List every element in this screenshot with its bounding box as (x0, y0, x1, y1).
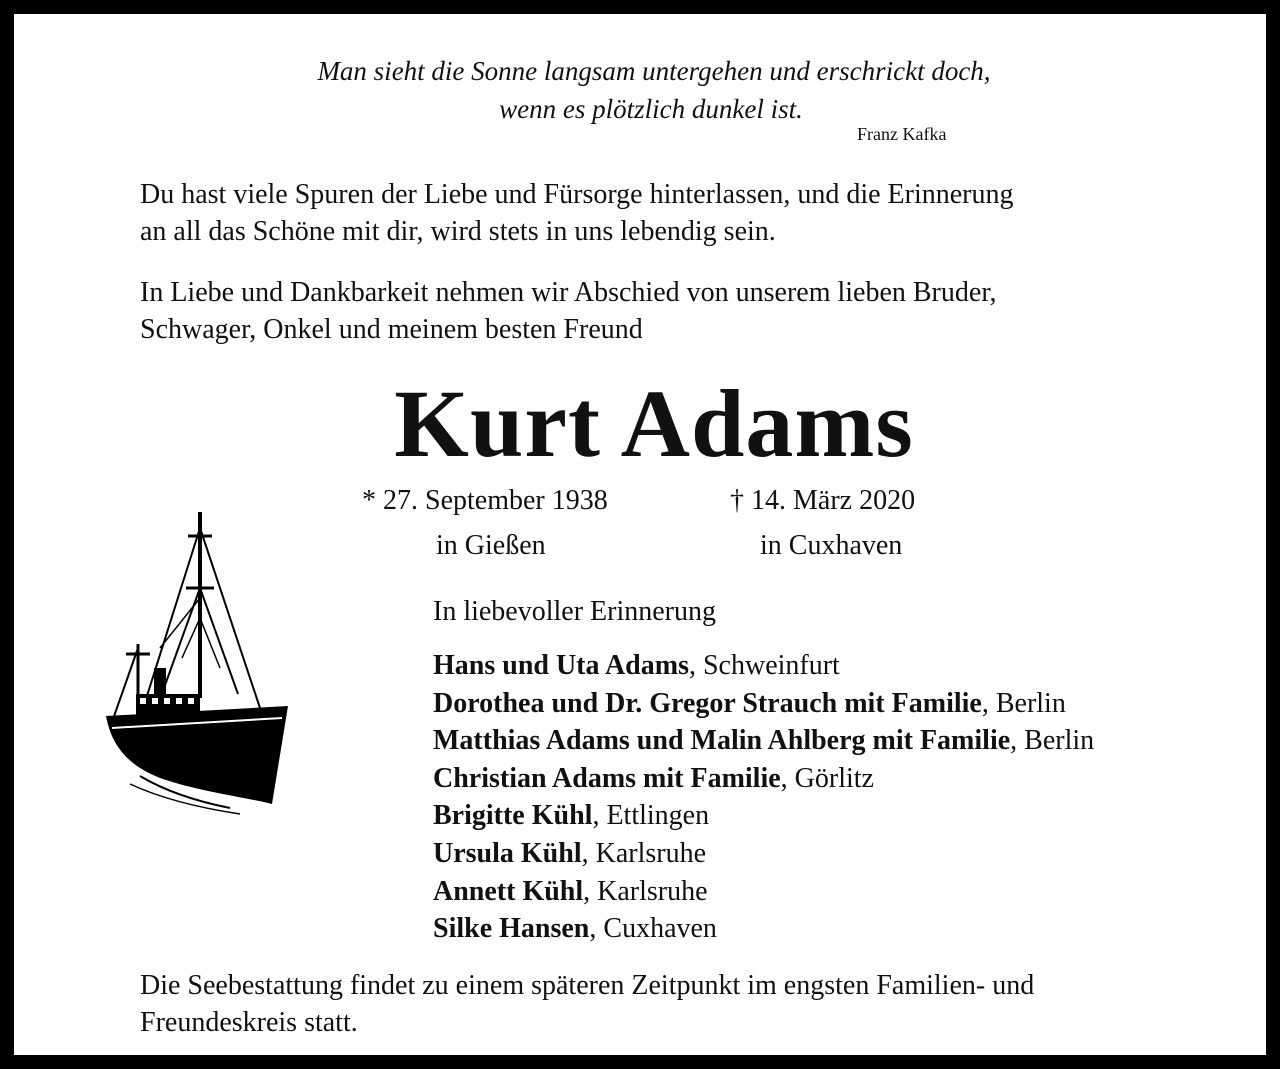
list-item (433, 760, 1094, 798)
death-date: † 14. März 2020 (730, 485, 916, 516)
list-item (433, 722, 1094, 760)
mourner-place: , Berlin (1010, 725, 1095, 757)
list-item (433, 910, 1094, 948)
list-item (433, 873, 1094, 911)
tribute-paragraph (140, 176, 1014, 250)
mourner-name: Dorothea und Dr. Gregor Strauch mit Familie (433, 687, 982, 719)
mourner-place: , Karlsruhe (583, 875, 708, 907)
remembrance-intro: In liebevoller Erinnerung (433, 596, 717, 627)
tribute-line-1: Du hast viele Spuren der Liebe und Fürsorge hinterlassen, und die Erinnerung (140, 179, 1014, 210)
tribute-line-2: an all das Schöne mit dir, wird stets in uns lebendig sein. (140, 216, 776, 247)
quote-line-1: Man sieht die Sonne langsam untergehen und erschrickt doch, (317, 56, 991, 86)
mourner-name: Annett Kühl (433, 875, 584, 907)
deceased-name: Kurt Adams (394, 370, 914, 477)
list-item (433, 835, 1094, 873)
death-place: in Cuxhaven (760, 530, 903, 561)
mourner-place: , Schweinfurt (688, 650, 840, 681)
quote-line-2: wenn es plötzlich dunkel ist. (499, 94, 803, 124)
mourners-list (433, 647, 1094, 948)
birth-place: in Gießen (436, 530, 546, 561)
farewell-line-2: Schwager, Onkel und meinem besten Freund (140, 314, 643, 345)
list-item (433, 647, 1094, 685)
mourner-name: Hans und Uta Adams (433, 650, 689, 681)
mourner-place: , Görlitz (780, 762, 874, 794)
burial-notice-line-2: Freundeskreis statt. (140, 1007, 358, 1038)
mourner-name: Matthias Adams und Malin Ahlberg mit Familie (433, 725, 1011, 757)
birth-date: * 27. September 1938 (362, 485, 608, 516)
mourner-place: , Cuxhaven (589, 913, 717, 945)
farewell-line-1: In Liebe und Dankbarkeit nehmen wir Abschied von unserem lieben Bruder, (140, 277, 997, 308)
mourner-place: , Berlin (981, 687, 1066, 719)
burial-notice-line-1: Die Seebestattung findet zu einem späteren Zeitpunkt im engsten Familien- und (140, 970, 1035, 1001)
mourner-name: Silke Hansen (433, 913, 590, 945)
list-item (433, 685, 1094, 723)
ship-icon (100, 508, 300, 818)
mourner-place: , Karlsruhe (581, 837, 707, 869)
list-item (433, 797, 1094, 835)
mourner-name: Brigitte Kühl (433, 800, 593, 832)
quote-author: Franz Kafka (857, 124, 947, 144)
mourner-place: , Ettlingen (592, 800, 710, 832)
burial-notice (140, 967, 1034, 1041)
farewell-paragraph (140, 274, 997, 348)
mourner-name: Christian Adams mit Familie (433, 762, 781, 794)
mourner-name: Ursula Kühl (433, 837, 582, 869)
